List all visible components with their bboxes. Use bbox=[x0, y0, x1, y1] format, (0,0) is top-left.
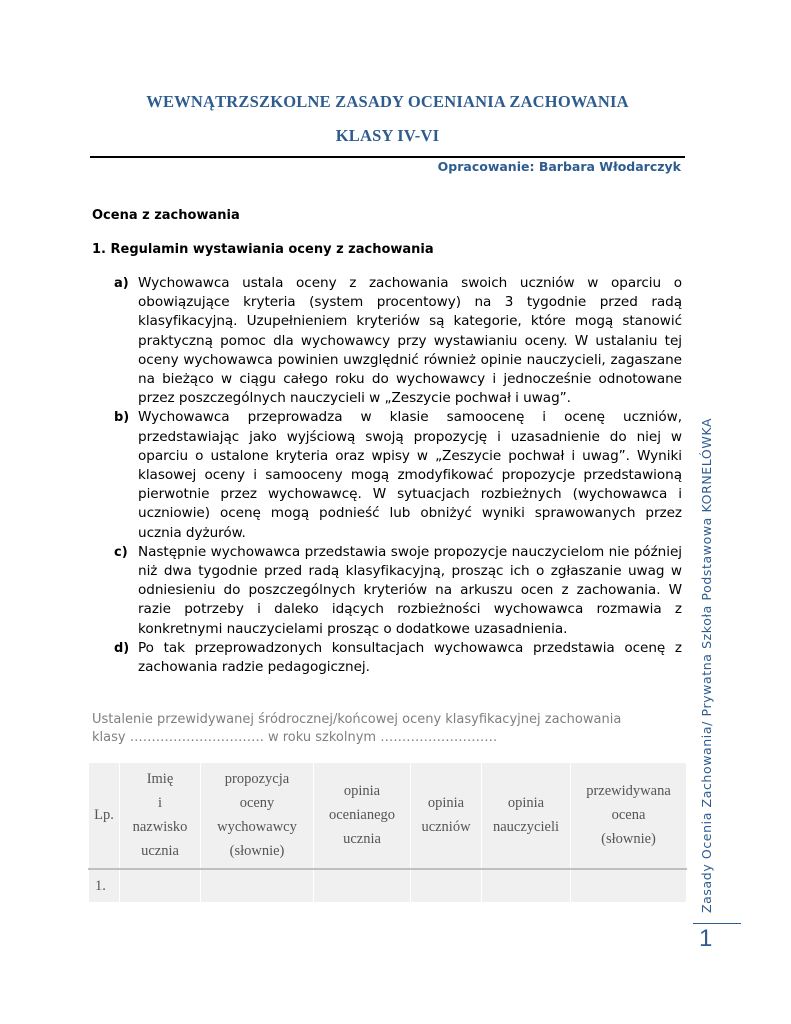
rule-letter: b) bbox=[114, 410, 130, 426]
rule-letter: d) bbox=[114, 640, 130, 656]
table-row bbox=[89, 869, 687, 903]
section-heading: Ocena z zachowania bbox=[92, 208, 240, 223]
col-header-predicted-grade: przewidywana ocena (słownie) bbox=[571, 763, 687, 869]
rule-letter: a) bbox=[114, 276, 129, 291]
table-cell bbox=[482, 869, 571, 903]
col-header-name: Imię i nazwisko ucznia bbox=[120, 763, 201, 869]
rule-text: Wychowawca ustala oceny z zachowania swoich uczniów w oparciu o obowiązujące kryteria (system procentowy) na 3 tygodnie przed radą klasyfikacyjną. Uzupełnieniem kryteriów są kategorie, które mogą stanowić praktyczną pomoc dla wychowawcy przy wystawianiu oceny. W ustalaniu tej oceny wychowawca powinien uwzględnić również opinie nauczycieli, zagaszane na bieżąco w ciągu całego roku do wychowawcy i jednocześnie odnotowane przez poszczególnych nauczycieli w „Zeszycie pochwał i uwag”. bbox=[138, 275, 682, 407]
establish-line-1: Ustalenie przewidywanej śródrocznej/końcowej oceny klasyfikacyjnej zachowania bbox=[92, 712, 622, 727]
col-header-students-opinion: opinia uczniów bbox=[411, 763, 482, 869]
rules-list bbox=[114, 274, 682, 677]
establish-line-2: klasy …………………………. w roku szkolnym ……………………… bbox=[92, 729, 498, 745]
rule-text: Po tak przeprowadzonych konsultacjach wychowawca przedstawia ocenę z zachowania radzie pedagogicznej. bbox=[138, 639, 682, 676]
rule-letter: c) bbox=[114, 544, 128, 560]
table-body bbox=[89, 869, 687, 903]
rule-text: Następnie wychowawca przedstawia swoje propozycje nauczycielom nie później niż dwa tygodnie przed radą klasyfikacyjną, prosząc ich o zgłaszanie uwag w odniesieniu do poszczególnych kryteriów na arkuszu ocen z zachowania. W razie potrzeby i daleko idących rozbieżności wychowawca rozmawia z konkretnymi nauczycielami prosząc o dodatkowe uzasadnienia. bbox=[138, 543, 682, 637]
rule-item-a bbox=[114, 274, 682, 408]
col-header-teachers-opinion: opinia nauczycieli bbox=[482, 763, 571, 869]
page-number-divider bbox=[693, 923, 741, 924]
author-line: Opracowanie: Barbara Włodarczyk bbox=[437, 159, 681, 174]
section-subheading: 1. Regulamin wystawiania oceny z zachowania bbox=[92, 242, 434, 257]
rule-item-c bbox=[114, 543, 682, 639]
page-number: 1 bbox=[699, 925, 713, 952]
table-cell bbox=[571, 869, 687, 903]
side-footer-text: Zasady Ocenia Zachowania/ Prywatna Szkoła Podstawowa KORNELÓWKA bbox=[699, 417, 714, 913]
col-header-student-opinion: opinia ocenianego ucznia bbox=[314, 763, 411, 869]
table-cell bbox=[411, 869, 482, 903]
table-cell bbox=[314, 869, 411, 903]
establish-note bbox=[92, 711, 682, 746]
document-title: WEWNĄTRZSZKOLNE ZASADY OCENIANIA ZACHOWANIA bbox=[146, 92, 629, 111]
table-cell bbox=[120, 869, 201, 903]
table-header-row bbox=[89, 763, 687, 869]
document-subtitle: KLASY IV-VI bbox=[335, 126, 440, 145]
col-header-lp: Lp. bbox=[89, 763, 120, 869]
title-divider bbox=[90, 156, 685, 158]
table-cell bbox=[201, 869, 314, 903]
rule-item-b bbox=[114, 408, 682, 542]
col-header-proposal: propozycja oceny wychowawcy (słownie) bbox=[201, 763, 314, 869]
grades-table bbox=[88, 762, 687, 903]
table-cell-lp: 1. bbox=[89, 869, 120, 903]
rule-item-d bbox=[114, 639, 682, 677]
rule-text: Wychowawca przeprowadza w klasie samoocenę i ocenę uczniów, przedstawiając jako wyjściową swoją propozycję i uzasadnienie do niej w oparciu o ustalone kryteria oraz wpisy w „Zeszycie pochwał i uwag”. Wyniki klasowej oceny i samooceny mogą zmodyfikować propozycje przedstawioną pierwotnie przez wychowawcę. W sytuacjach rozbieżnych (wychowawca i uczniowie) ocenę mogą podnieść lub obniżyć wyniki sprawowanych przez ucznia dyżurów. bbox=[138, 409, 682, 541]
